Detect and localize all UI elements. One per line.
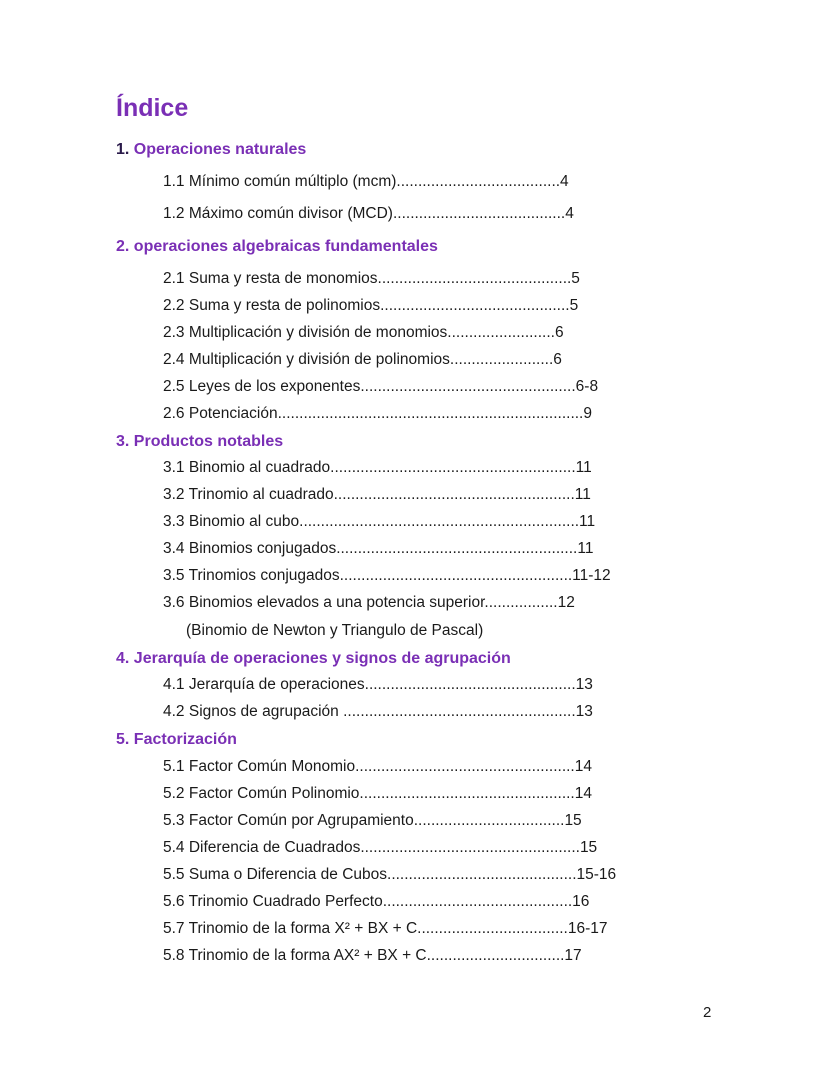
toc-entry: 1.1 Mínimo común múltiplo (mcm)......................................4: [163, 173, 569, 190]
toc-entry: 5.2 Factor Común Polinomio..................................................14: [163, 785, 592, 802]
toc-entry: 3.4 Binomios conjugados........................................................11: [163, 540, 594, 557]
toc-entry: 3.3 Binomio al cubo.................................................................11: [163, 513, 596, 530]
toc-entry: 2.5 Leyes de los exponentes..................................................6-8: [163, 378, 599, 395]
toc-entry: 5.8 Trinomio de la forma AX² + BX + C................................17: [163, 947, 582, 964]
section-number: 1.: [116, 141, 130, 158]
section-heading-1: [116, 141, 306, 159]
toc-entry: 5.1 Factor Común Monomio...................................................14: [163, 758, 592, 775]
toc-entry: 4.2 Signos de agrupación ......................................................13: [163, 703, 593, 720]
toc-entry: 2.1 Suma y resta de monomios.............................................5: [163, 270, 580, 287]
toc-entry: 1.2 Máximo común divisor (MCD)........................................4: [163, 205, 574, 222]
toc-entry: 2.2 Suma y resta de polinomios............................................5: [163, 297, 579, 314]
section-heading-4: 4. Jerarquía de operaciones y signos de agrupación: [116, 650, 511, 667]
toc-entry: 3.5 Trinomios conjugados......................................................11-12: [163, 567, 611, 584]
section-heading-2: 2. operaciones algebraicas fundamentales: [116, 238, 438, 255]
toc-entry: 4.1 Jerarquía de operaciones.................................................13: [163, 676, 593, 693]
toc-entry: 5.3 Factor Común por Agrupamiento...................................15: [163, 812, 582, 829]
section-heading-5: 5. Factorización: [116, 731, 237, 748]
toc-entry: 2.4 Multiplicación y división de polinomios........................6: [163, 351, 562, 368]
section-label: Operaciones naturales: [129, 141, 307, 158]
toc-entry: 2.3 Multiplicación y división de monomios.........................6: [163, 324, 564, 341]
toc-entry: 3.6 Binomios elevados a una potencia superior.................12: [163, 594, 575, 611]
toc-entry: 2.6 Potenciación.......................................................................9: [163, 405, 592, 422]
toc-entry: 5.4 Diferencia de Cuadrados...................................................15: [163, 839, 598, 856]
toc-entry: 3.1 Binomio al cuadrado.........................................................11: [163, 459, 592, 476]
toc-entry-note: (Binomio de Newton y Triangulo de Pascal): [186, 622, 484, 639]
toc-entry: 5.6 Trinomio Cuadrado Perfecto............................................16: [163, 893, 590, 910]
toc-entry: 3.2 Trinomio al cuadrado........................................................11: [163, 486, 591, 503]
page-number: 2: [703, 1004, 712, 1021]
section-heading-3: 3. Productos notables: [116, 433, 284, 450]
toc-entry: 5.5 Suma o Diferencia de Cubos............................................15-16: [163, 866, 617, 883]
toc-entry: 5.7 Trinomio de la forma X² + BX + C...................................16-17: [163, 920, 608, 937]
page-title: Índice: [116, 94, 189, 122]
